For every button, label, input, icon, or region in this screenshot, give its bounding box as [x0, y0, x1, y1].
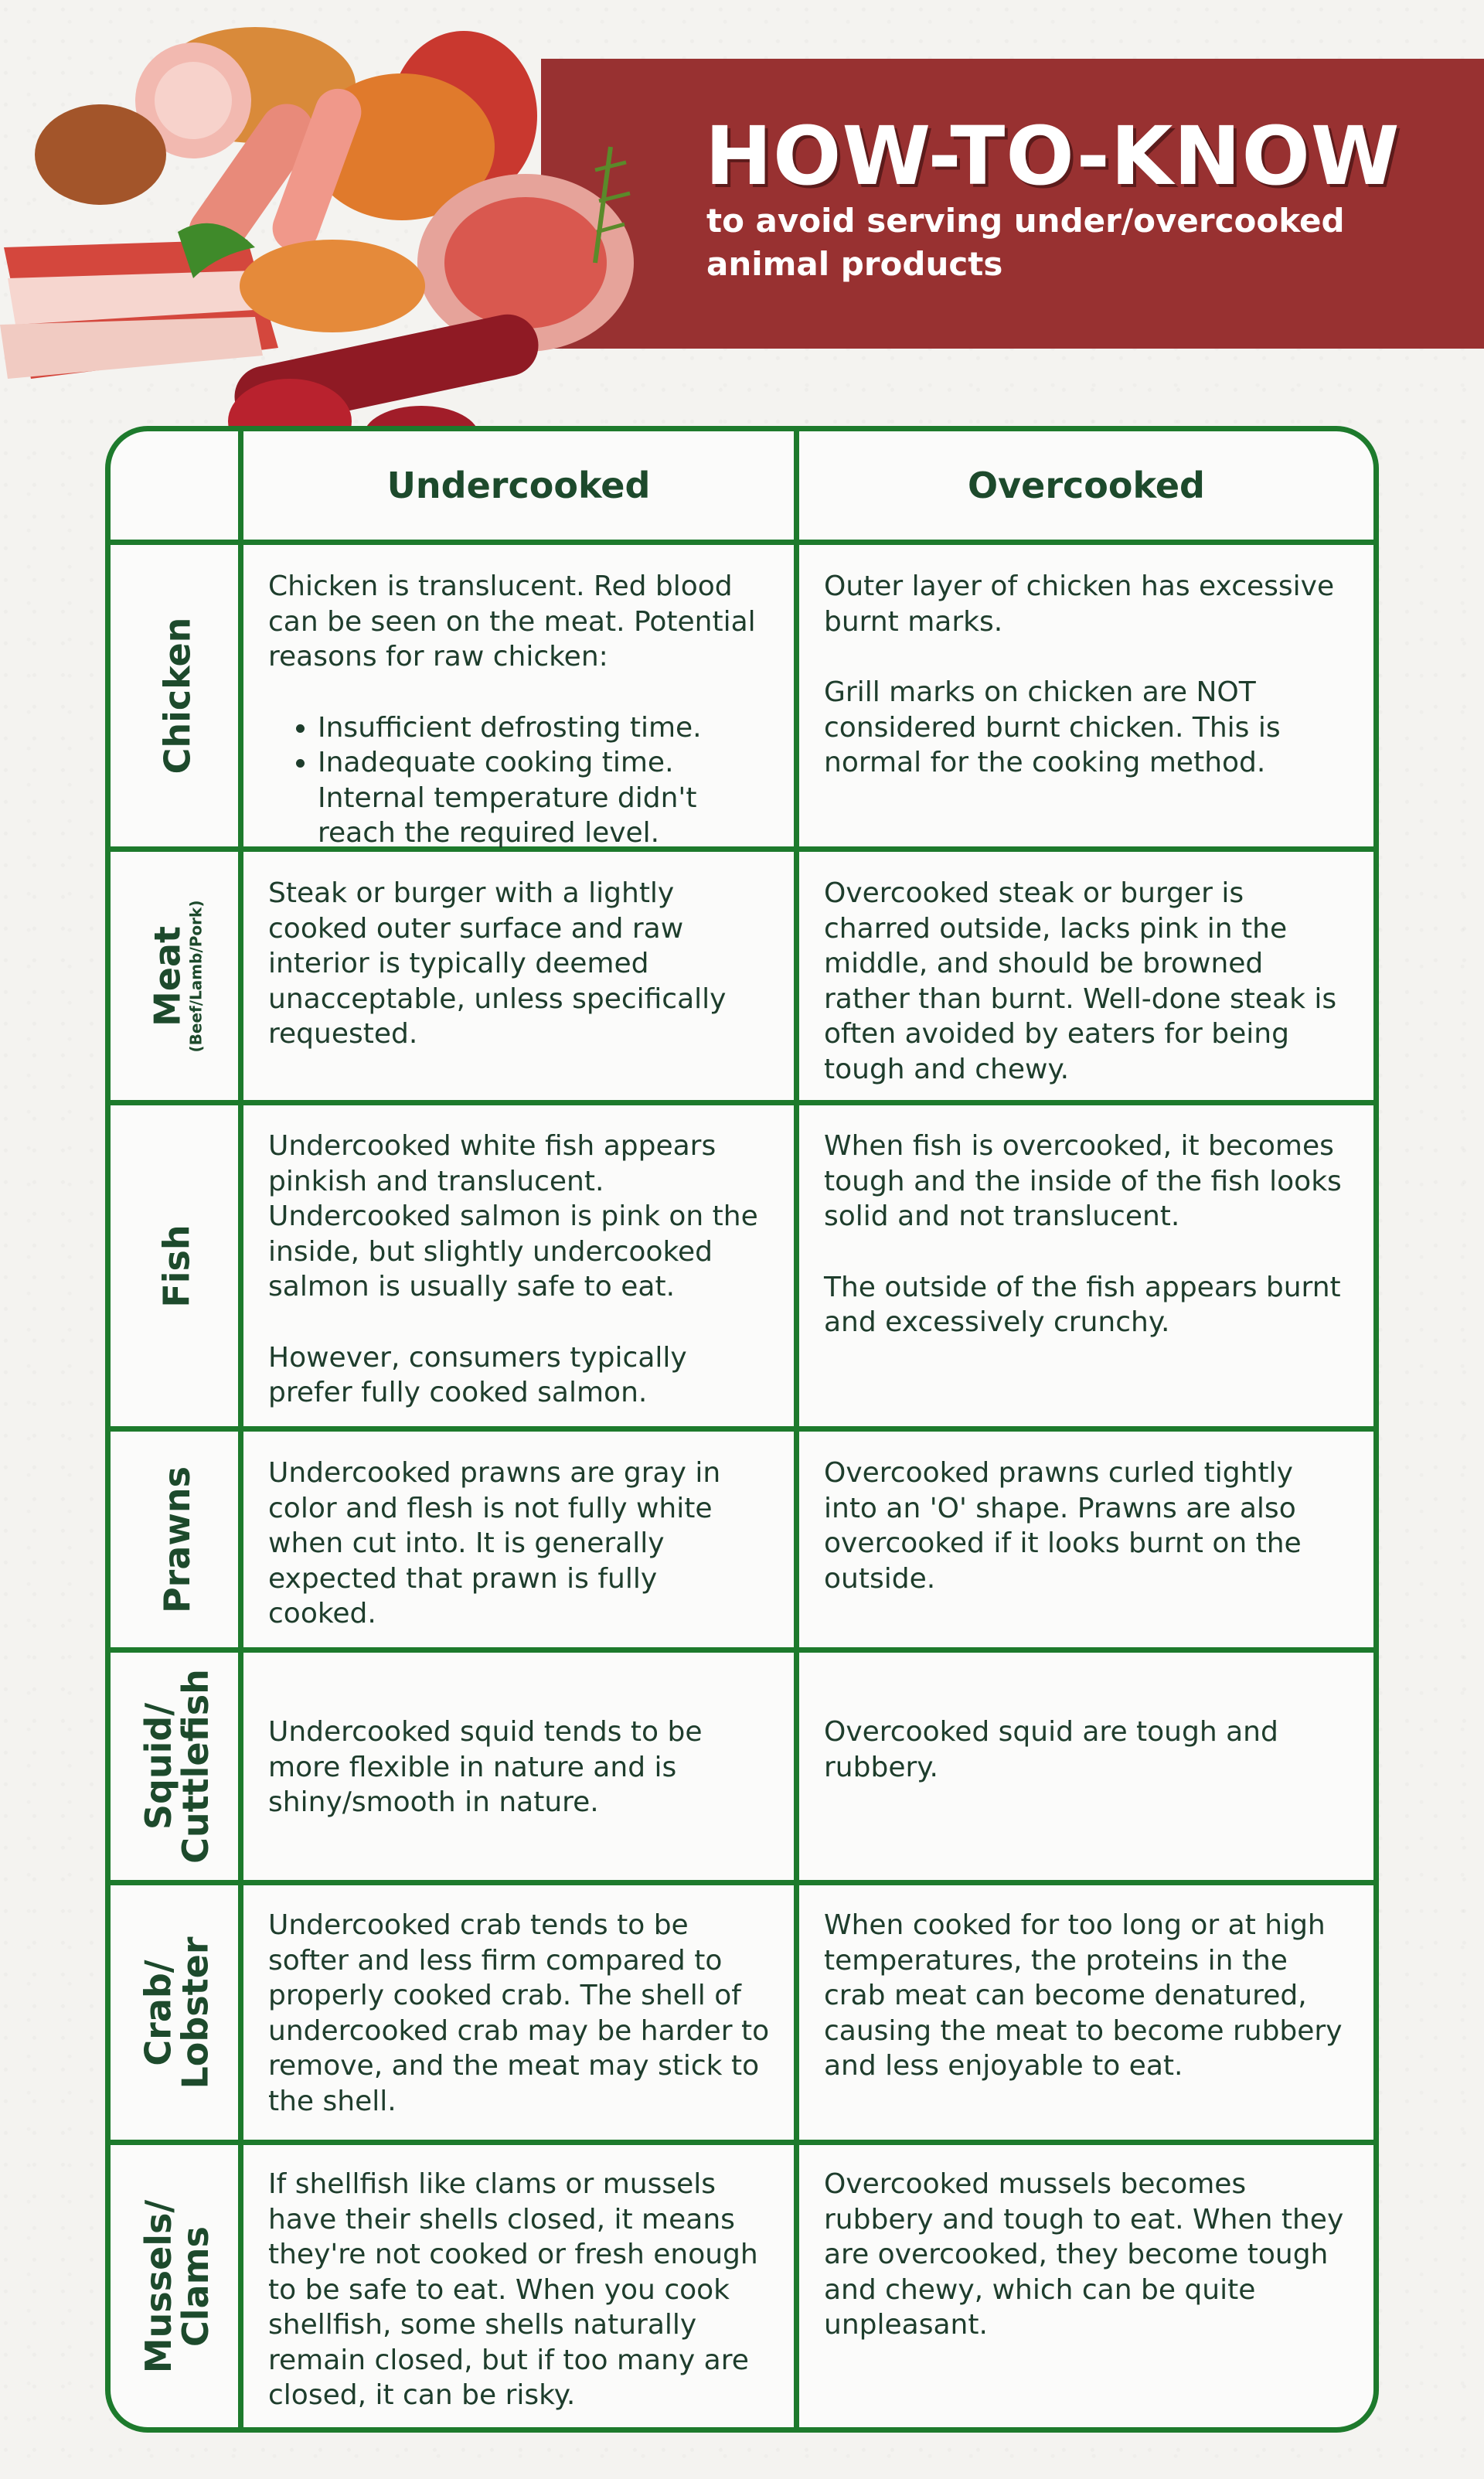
row-label-meat	[111, 852, 243, 1100]
cell-text: Chicken is translucent. Red blood can be seen on the meat. Potential reasons for raw chicken:	[268, 570, 756, 673]
row-label-chicken	[111, 545, 243, 846]
row-label-text: Mussels/	[138, 2199, 179, 2373]
row-label-text: Crab/	[138, 1959, 180, 2066]
row-label-text: Fish	[155, 1224, 198, 1308]
cell-text: Undercooked white fish appears pinkish and translucent. Undercooked salmon is pink on the inside, but slightly undercooked salmon is usually safe to eat.	[268, 1130, 758, 1302]
cell-text: Grill marks on chicken are NOT considered burnt chicken. This is normal for the cooking method.	[824, 676, 1281, 778]
list-item: • Insufficient defrosting time.	[318, 710, 772, 746]
row-label-text: Lobster	[175, 1936, 217, 2089]
cell-crab-undercooked	[243, 1908, 794, 2119]
cell-prawns-overcooked	[799, 1456, 1373, 1596]
cell-text: When fish is overcooked, it becomes tough and the inside of the fish looks solid and not translucent.	[824, 1130, 1342, 1232]
table-divider	[111, 1426, 1373, 1432]
page-title: HOW-TO-KNOW	[705, 109, 1401, 203]
row-label-text: Squid/	[138, 1702, 179, 1830]
column-header-overcooked: Overcooked	[968, 465, 1205, 506]
cell-text: Steak or burger with a lightly cooked outer surface and raw interior is typically deemed unacceptable, unless specifically requested.	[268, 877, 727, 1050]
cell-text: The outside of the fish appears burnt and excessively crunchy.	[824, 1271, 1341, 1338]
list-item: • Inadequate cooking time. Internal temperature didn't reach the required level.	[318, 745, 772, 851]
cell-text: Undercooked prawns are gray in color and flesh is not fully white when cut into. It is generally expected that prawn is fully cooked.	[268, 1457, 721, 1629]
row-label-text: Clams	[175, 2225, 216, 2347]
row-label-fish	[111, 1105, 243, 1426]
cell-mussels-undercooked	[243, 2167, 794, 2413]
cell-text: Outer layer of chicken has excessive burnt marks.	[824, 570, 1335, 638]
cell-text: If shellfish like clams or mussels have their shells closed, it means they're not cooked or fresh enough to be safe to eat. When you cook shellfish, some shells naturally remain closed, but if too many are closed, it can be risky.	[268, 2168, 758, 2411]
cell-prawns-undercooked	[243, 1456, 794, 1632]
table-divider	[111, 1880, 1373, 1885]
row-label-prawns	[111, 1432, 243, 1647]
cell-meat-undercooked	[243, 876, 794, 1052]
row-label-squid-cuttlefish	[111, 1653, 243, 1880]
row-label-mussels-clams	[111, 2145, 243, 2427]
reasons-list	[268, 710, 772, 851]
row-label-text: Cuttlefish	[175, 1669, 216, 1864]
table-divider	[111, 2140, 1373, 2145]
row-label-text: Chicken	[156, 617, 199, 775]
cell-squid-overcooked	[799, 1715, 1373, 1785]
row-label-text: Prawns	[156, 1466, 199, 1613]
table-divider	[111, 1647, 1373, 1653]
cell-text: Overcooked mussels becomes rubbery and tough to eat. When they are overcooked, they become tough and chewy, which can be quite unpleasant.	[824, 2168, 1344, 2341]
cell-text: Overcooked squid are tough and rubbery.	[824, 1716, 1278, 1783]
cell-crab-overcooked	[799, 1908, 1373, 2084]
cell-text: When cooked for too long or at high temperatures, the proteins in the crab meat can become denatured, causing the meat to become rubbery and less enjoyable to eat.	[824, 1909, 1343, 2082]
cell-text: Overcooked prawns curled tightly into an 'O' shape. Prawns are also overcooked if it looks burnt on the outside.	[824, 1457, 1302, 1595]
cell-mussels-overcooked	[799, 2167, 1373, 2343]
row-sublabel-text: (Beef/Lamb/Pork)	[186, 900, 205, 1052]
cell-text: Undercooked squid tends to be more flexible in nature and is shiny/smooth in nature.	[268, 1716, 703, 1818]
cell-fish-undercooked	[243, 1129, 794, 1411]
row-label-text: Meat	[146, 925, 188, 1027]
cell-chicken-undercooked	[243, 569, 794, 851]
cell-text: However, consumers typically prefer fully cooked salmon.	[268, 1341, 687, 1408]
cell-meat-overcooked	[799, 876, 1373, 1087]
cell-text: Overcooked steak or burger is charred outside, lacks pink in the middle, and should be browned rather than burnt. Well-done steak is often avoided by eaters for being tough and chewy.	[824, 877, 1337, 1085]
table-divider	[111, 540, 1373, 545]
cell-fish-overcooked	[799, 1129, 1373, 1340]
cured-meats-illustration	[0, 15, 665, 464]
cell-squid-undercooked	[243, 1715, 794, 1820]
row-label-crab-lobster	[111, 1885, 243, 2140]
page-subtitle: to avoid serving under/overcooked animal products	[706, 202, 1345, 283]
table-divider	[111, 1100, 1373, 1105]
comparison-table	[105, 426, 1379, 2433]
cell-text: Undercooked crab tends to be softer and less firm compared to properly cooked crab. The shell of undercooked crab may be harder to remove, and the meat may stick to the shell.	[268, 1909, 770, 2117]
cell-chicken-overcooked	[799, 569, 1373, 781]
column-header-undercooked: Undercooked	[386, 465, 651, 506]
